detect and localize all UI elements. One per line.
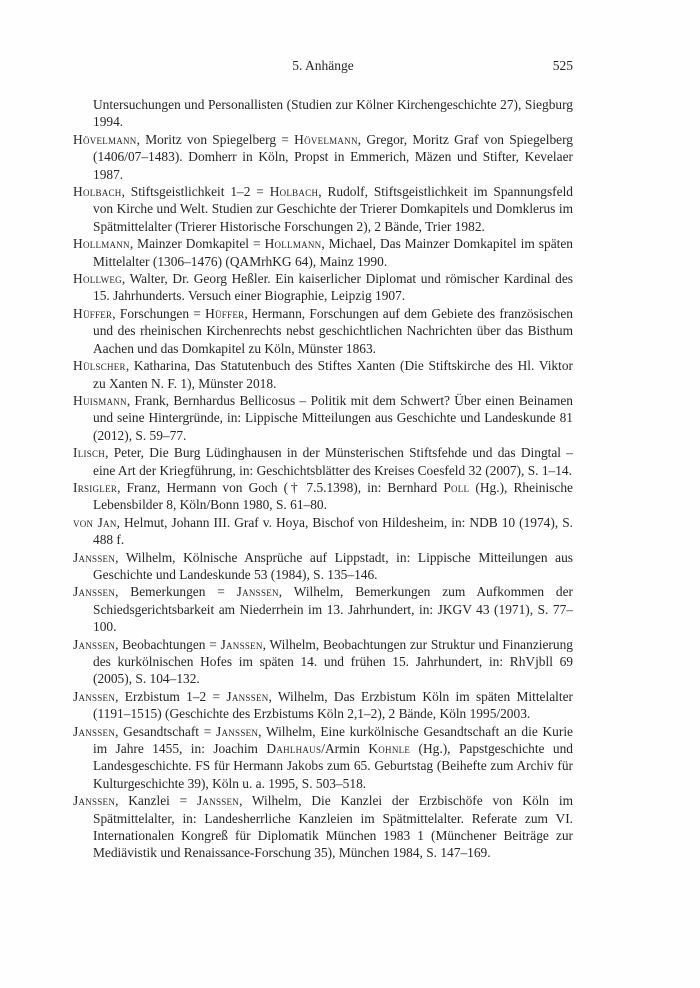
author-name-smallcaps: Janssen xyxy=(73,549,116,565)
running-title: 5. Anhänge xyxy=(292,58,354,73)
author-name-smallcaps: Huismann xyxy=(73,392,127,408)
author-name-smallcaps: Janssen xyxy=(73,636,116,652)
entry-text: , Walter, Dr. Georg Heßler. Ein kaiserlicher Diplomat und römischer Kardinal des 15. Jahrhunderts. Versuch einer Biographie, Leipzig 1907. xyxy=(93,271,573,304)
bibliography-entry xyxy=(73,131,573,183)
entry-text: , Wilhelm, Das Erzbistum Köln im späten Mittelalter (1191–1515) (Geschichte des Erzbistums Köln 2,1–2), 2 Bände, Köln 1995/2003. xyxy=(93,688,574,722)
author-name-smallcaps: Poll xyxy=(443,479,470,495)
entry-text: , Wilhelm, Die Kanzlei der Erzbischöfe von Köln im Spätmittelalter, in: Landesherrliche Kanzleien im Spätmittelalter. Referate zum VI. Internationalen Kongreß für Diplomatik München 1983 1 (Münchener Beiträge zur Mediävistik und Renaissance-Forschung 35), München 1984, S. 147–169. xyxy=(93,793,573,861)
author-name-smallcaps: Hüffer xyxy=(73,305,113,321)
author-name-smallcaps: Dahlhaus xyxy=(266,741,322,757)
entry-text: , Bemerkungen = xyxy=(115,584,237,600)
entry-text: , Erzbistum 1–2 = xyxy=(115,688,227,704)
bibliography-entry xyxy=(73,636,573,688)
entry-text: , Gesandtschaft = xyxy=(115,723,217,739)
author-name-smallcaps: Hollweg xyxy=(73,271,122,287)
entry-text: Untersuchungen und Personallisten (Studien zur Kölner Kirchengeschichte 27), Siegburg 1994. xyxy=(93,97,573,130)
author-name-smallcaps: Hövelmann xyxy=(73,131,137,147)
author-name-smallcaps: Janssen xyxy=(196,793,240,809)
bibliography-entry xyxy=(73,392,573,444)
entry-text: (Hg.), Rheinische Lebensbilder 8, Köln/Bonn 1980, S. 61–80. xyxy=(93,479,573,513)
author-name-smallcaps: Kohnle xyxy=(368,741,411,757)
entry-text: , Rudolf, Stiftsgeistlichkeit im Spannungsfeld von Kirche und Welt. Studien zur Geschichte der Trierer Domkapitels und Domklerus im Spätmittelalter (Trierer Historische Forschungen 2), 2 Bände, Trier 1982. xyxy=(93,184,573,234)
author-name-smallcaps: Hülscher xyxy=(73,358,126,374)
author-name-smallcaps: Hüffer xyxy=(205,305,245,321)
bibliography-entry xyxy=(73,479,573,514)
author-name-smallcaps: Irsigler xyxy=(73,479,118,495)
author-name-smallcaps: Janssen xyxy=(216,723,259,739)
author-name-smallcaps: Janssen xyxy=(73,584,116,600)
author-name-smallcaps: von Jan xyxy=(73,514,117,530)
bibliography-list xyxy=(73,96,573,862)
bibliography-entry xyxy=(73,96,573,131)
entry-text: , Beobachtungen = xyxy=(115,636,221,652)
entry-text: , Katharina, Das Statutenbuch des Stiftes Xanten (Die Stiftskirche des Hl. Viktor zu Xanten N. F. 1), Münster 2018. xyxy=(93,358,573,391)
bibliography-entry xyxy=(73,549,573,584)
entry-text: , Frank, Bernhardus Bellicosus – Politik mit dem Schwert? Über einen Beinamen und seine Hintergründe, in: Lippische Mitteilungen aus Geschichte und Landeskunde 81 (2012), S. 59–77. xyxy=(93,392,573,443)
bibliography-entry xyxy=(73,270,573,305)
author-name-smallcaps: Janssen xyxy=(220,636,263,652)
entry-text: , Hermann, Forschungen auf dem Gebiete des französischen und des rheinischen Kirchenrechts nebst geschichtlichen Nachrichten über das Bisthum Aachen und das Domkapitel zu Köln, Münster 1863. xyxy=(93,305,573,356)
entry-text: , Kanzlei = xyxy=(115,793,197,809)
bibliography-entry xyxy=(73,305,573,357)
entry-text: , Stiftsgeistlichkeit 1–2 = xyxy=(121,184,270,200)
author-name-smallcaps: Hollmann xyxy=(264,236,322,252)
entry-text: , Wilhelm, Bemerkungen zum Aufkommen der Schiedsgerichtsbarkeit am Niederrhein im 13. Jahrhundert, in: JKGV 43 (1971), S. 77–100. xyxy=(93,584,573,635)
book-page xyxy=(73,57,573,862)
page-header xyxy=(73,57,573,74)
entry-text: , Wilhelm, Eine kurkölnische Gesandtschaft an die Kurie im Jahre 1455, in: Joachim xyxy=(93,723,573,757)
author-name-smallcaps: Holbach xyxy=(73,184,122,200)
entry-text: , Wilhelm, Kölnische Ansprüche auf Lippstadt, in: Lippische Mitteilungen aus Geschichte und Landeskunde 53 (1984), S. 135–146. xyxy=(93,549,573,582)
entry-text: , Forschungen = xyxy=(112,305,206,321)
bibliography-entry xyxy=(73,235,573,270)
author-name-smallcaps: Janssen xyxy=(73,793,116,809)
entry-text: , Michael, Das Mainzer Domkapitel im späten Mittelalter (1306–1476) (QAMrhKG 64), Mainz 1990. xyxy=(93,236,574,269)
entry-text: , Peter, Die Burg Lüdinghausen in der Münsterischen Stiftsfehde und das Dingtal – eine Art der Kriegführung, in: Geschichtsblätter des Kreises Coesfeld 32 (2007), S. 1–14. xyxy=(93,445,573,478)
entry-text: /Armin xyxy=(321,741,369,757)
bibliography-entry xyxy=(73,792,573,862)
bibliography-entry xyxy=(73,723,573,793)
bibliography-entry xyxy=(73,357,573,392)
author-name-smallcaps: Janssen xyxy=(73,688,116,704)
bibliography-entry xyxy=(73,444,573,479)
bibliography-entry xyxy=(73,688,573,723)
author-name-smallcaps: Janssen xyxy=(236,584,279,600)
bibliography-entry xyxy=(73,183,573,235)
entry-text: , Gregor, Moritz Graf von Spiegelberg (1406/07–1483). Domherr in Köln, Propst in Emmerich, Mäzen und Stifter, Kevelaer 1987. xyxy=(93,131,573,182)
entry-text: , Mainzer Domkapitel = xyxy=(129,236,265,252)
entry-text: , Moritz von Spiegelberg = xyxy=(136,131,295,147)
entry-text: (Hg.), Papstgeschichte und Landesgeschichte. FS für Hermann Jakobs zum 65. Geburtstag (Beihefte zum Archiv für Kulturgeschichte 39), Köln u. a. 1995, S. 503–518. xyxy=(93,741,573,791)
author-name-smallcaps: Hövelmann xyxy=(294,131,358,147)
author-name-smallcaps: Ilisch xyxy=(73,445,106,461)
entry-text: , Wilhelm, Beobachtungen zur Struktur und Finanzierung des kurkölnischen Hofes im späten 14. und frühen 15. Jahrhundert, in: RhVjbll 69 (2005), S. 104–132. xyxy=(93,636,573,687)
author-name-smallcaps: Janssen xyxy=(73,723,116,739)
entry-text: , Helmut, Johann III. Graf v. Hoya, Bischof von Hildesheim, in: NDB 10 (1974), S. 488 f. xyxy=(93,514,573,548)
author-name-smallcaps: Hollmann xyxy=(73,236,130,252)
author-name-smallcaps: Holbach xyxy=(269,184,319,200)
bibliography-entry xyxy=(73,583,573,635)
bibliography-entry xyxy=(73,514,573,549)
entry-text: , Franz, Hermann von Goch († 7.5.1398), in: Bernhard xyxy=(117,479,444,495)
page-number: 525 xyxy=(552,58,573,73)
author-name-smallcaps: Janssen xyxy=(226,688,269,704)
